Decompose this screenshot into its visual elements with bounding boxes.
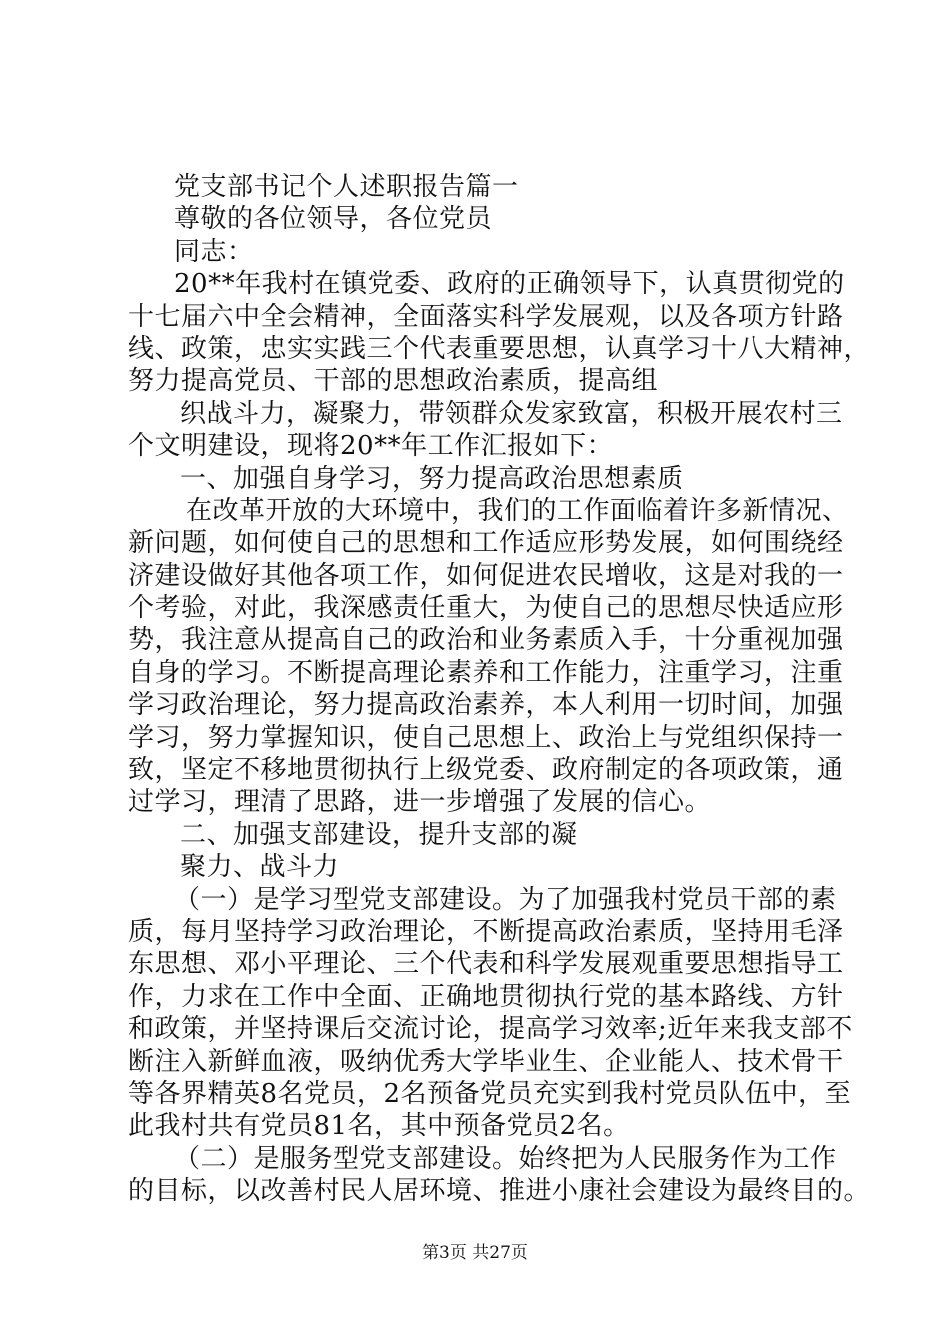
page-number-footer: 第3页 共27页 [422,1243,528,1263]
salutation-line: 同志： [174,236,254,267]
section-heading: 一、加强自身学习，努力提高政治思想素质 [180,463,684,494]
paragraph-line: 努力提高党员、干部的思想政治素质，提高组 [128,366,659,397]
paragraph-line: 断注入新鲜血液，吸纳优秀大学毕业生、企业能人、技术骨干 [128,1046,844,1077]
paragraph-line: （二）是服务型党支部建设。始终把为人民服务作为工作 [174,1143,837,1174]
paragraph-line: 织战斗力，凝聚力，带领群众发家致富，积极开展农村三 [180,398,843,429]
paragraph-line: 等各界精英8名党员，2名预备党员充实到我村党员队伍中，至 [128,1078,852,1109]
paragraph-line: 个考验，对此，我深感责任重大，为使自己的思想尽快适应形 [128,593,844,624]
paragraph-line: 在改革开放的大环境中，我们的工作面临着许多新情况、 [186,495,849,526]
paragraph-line: 过学习，理清了思路，进一步增强了发展的信心。 [128,787,712,818]
paragraph-line: 和政策，并坚持课后交流讨论，提高学习效率;近年来我支部不 [128,1014,853,1045]
salutation-line: 尊敬的各位领导，各位党员 [174,204,493,235]
paragraph-line: 作，力求在工作中全面、正确地贯彻执行党的基本路线、方针 [128,981,844,1012]
paragraph-line: 质，每月坚持学习政治理论，不断提高政治素质，坚持用毛泽 [128,916,844,947]
paragraph-line: 个文明建设，现将20**年工作汇报如下： [128,431,614,462]
paragraph-line: 新问题，如何使自己的思想和工作适应形势发展，如何围绕经 [128,528,844,559]
paragraph-line: 20**年我村在镇党委、政府的正确领导下，认真贯彻党的 [174,269,845,300]
section-heading: 聚力、战斗力 [180,852,340,883]
document-title-line: 党支部书记个人述职报告篇一 [174,172,519,202]
paragraph-line: 学习政治理论，努力提高政治素养，本人利用一切时间，加强 [128,690,844,721]
paragraph-line: 十七届六中全会精神，全面落实科学发展观，以及各项方针路 [128,301,844,332]
paragraph-line: 济建设做好其他各项工作，如何促进农民增收，这是对我的一 [128,560,844,591]
paragraph-line: （一）是学习型党支部建设。为了加强我村党员干部的素 [174,884,837,915]
paragraph-line: 学习，努力掌握知识，使自己思想上、政治上与党组织保持一 [128,722,844,753]
paragraph-line: 线、政策，忠实实践三个代表重要思想，认真学习十八大精神， [128,333,871,364]
section-heading: 二、加强支部建设，提升支部的凝 [180,819,578,850]
paragraph-line: 势，我注意从提高自己的政治和业务素质入手，十分重视加强 [128,625,844,656]
paragraph-line: 东思想、邓小平理论、三个代表和科学发展观重要思想指导工 [128,949,844,980]
document-body [128,171,871,1208]
paragraph-line: 的目标，以改善村民人居环境、推进小康社会建设为最终目的。 [128,1176,871,1207]
paragraph-line: 此我村共有党员81名，其中预备党员2名。 [128,1111,630,1142]
paragraph-line: 自身的学习。不断提高理论素养和工作能力，注重学习，注重 [128,657,844,688]
paragraph-line: 致，坚定不移地贯彻执行上级党委、政府制定的各项政策，通 [128,755,844,786]
